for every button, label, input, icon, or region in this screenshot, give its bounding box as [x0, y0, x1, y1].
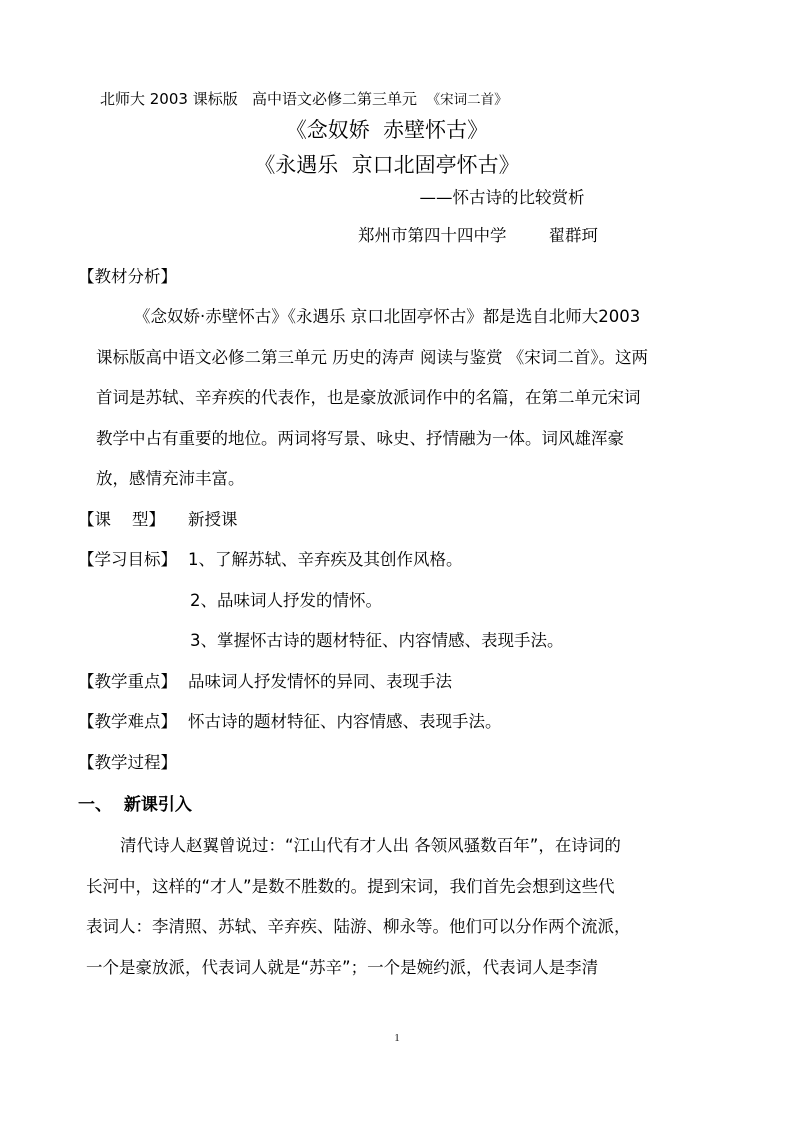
meta-gap-2 [417, 90, 427, 108]
learning-objective-item: 2、品味词人抒发的情怀。 [190, 590, 382, 610]
teaching-difficulty-value: 怀古诗的题材特征、内容情感、表现手法。 [188, 712, 502, 731]
course-type-value: 新授课 [188, 509, 238, 529]
course-type-row [78, 509, 726, 529]
learning-objective-item: 1、了解苏轼、辛弃疾及其创作风格。 [188, 550, 463, 569]
teaching-difficulty-label: 【教学难点】 [78, 712, 177, 731]
paragraph-line: 清代诗人赵翼曾说过：“江山代有才人出 各领风骚数百年”，在诗词的 [120, 836, 621, 855]
section-heading-textbook-analysis: 【教材分析】 [78, 266, 177, 286]
teaching-focus-row [78, 671, 726, 691]
document-subtitle: ——怀古诗的比较赏析 [419, 187, 585, 207]
paragraph-line: 长河中，这样的“才人”是数不胜数的。提到宋词，我们首先会想到这些代 [86, 876, 615, 896]
course-type-label: 【课 型】 [78, 509, 165, 529]
textbook-analysis-paragraph [78, 309, 726, 488]
learning-objectives-row [78, 552, 726, 569]
paragraph-line: 教学中占有重要的地位。两词将写景、咏史、抒情融为一体。词风雄浑豪 [96, 428, 624, 448]
meta-gap [238, 90, 252, 108]
author-line: 郑州市第四十四中学 翟群珂 [358, 226, 598, 245]
page-number: 1 [394, 1032, 400, 1044]
paragraph-line: 一个是豪放派，代表词人就是“苏辛”；一个是婉约派，代表词人是李清 [86, 957, 599, 977]
paragraph-line: 表词人：李清照、苏轼、辛弃疾、陆游、柳永等。他们可以分作两个流派， [86, 917, 631, 936]
poem-title-2: 《永遇乐 京口北固亭怀古》 [254, 152, 520, 177]
paragraph-line: 放，感情充沛丰富。 [96, 469, 245, 488]
learning-objective-item: 3、掌握怀古诗的题材特征、内容情感、表现手法。 [190, 631, 564, 650]
header-meta-line [100, 92, 726, 108]
section-heading-teaching-process: 【教学过程】 [78, 752, 177, 772]
collection-label: 《宋词二首》 [426, 92, 508, 108]
document-body [78, 92, 726, 976]
paragraph-line: 首词是苏轼、辛弃疾的代表作，也是豪放派词作中的名篇，在第二单元宋词 [96, 388, 641, 407]
new-lesson-paragraph [78, 838, 726, 976]
paragraph-line: 课标版高中语文必修二第三单元 历史的涛声 阅读与鉴赏 《宋词二首》。这两 [96, 347, 648, 367]
teaching-difficulty-row [78, 714, 726, 731]
step-heading-new-lesson: 一、 新课引入 [78, 795, 192, 815]
edition-label: 北师大 2003 课标版 [100, 90, 238, 108]
learning-objectives-label: 【学习目标】 [78, 550, 177, 569]
poem-title-1: 《念奴娇 赤壁怀古》 [285, 117, 489, 142]
teaching-focus-label: 【教学重点】 [78, 671, 177, 691]
paragraph-line: 《念奴娇·赤壁怀古》《永遇乐 京口北固亭怀古》都是选自北师大2003 [134, 307, 641, 326]
unit-label: 高中语文必修二第三单元 [252, 90, 418, 108]
teaching-focus-value: 品味词人抒发情怀的异同、表现手法 [188, 671, 452, 691]
